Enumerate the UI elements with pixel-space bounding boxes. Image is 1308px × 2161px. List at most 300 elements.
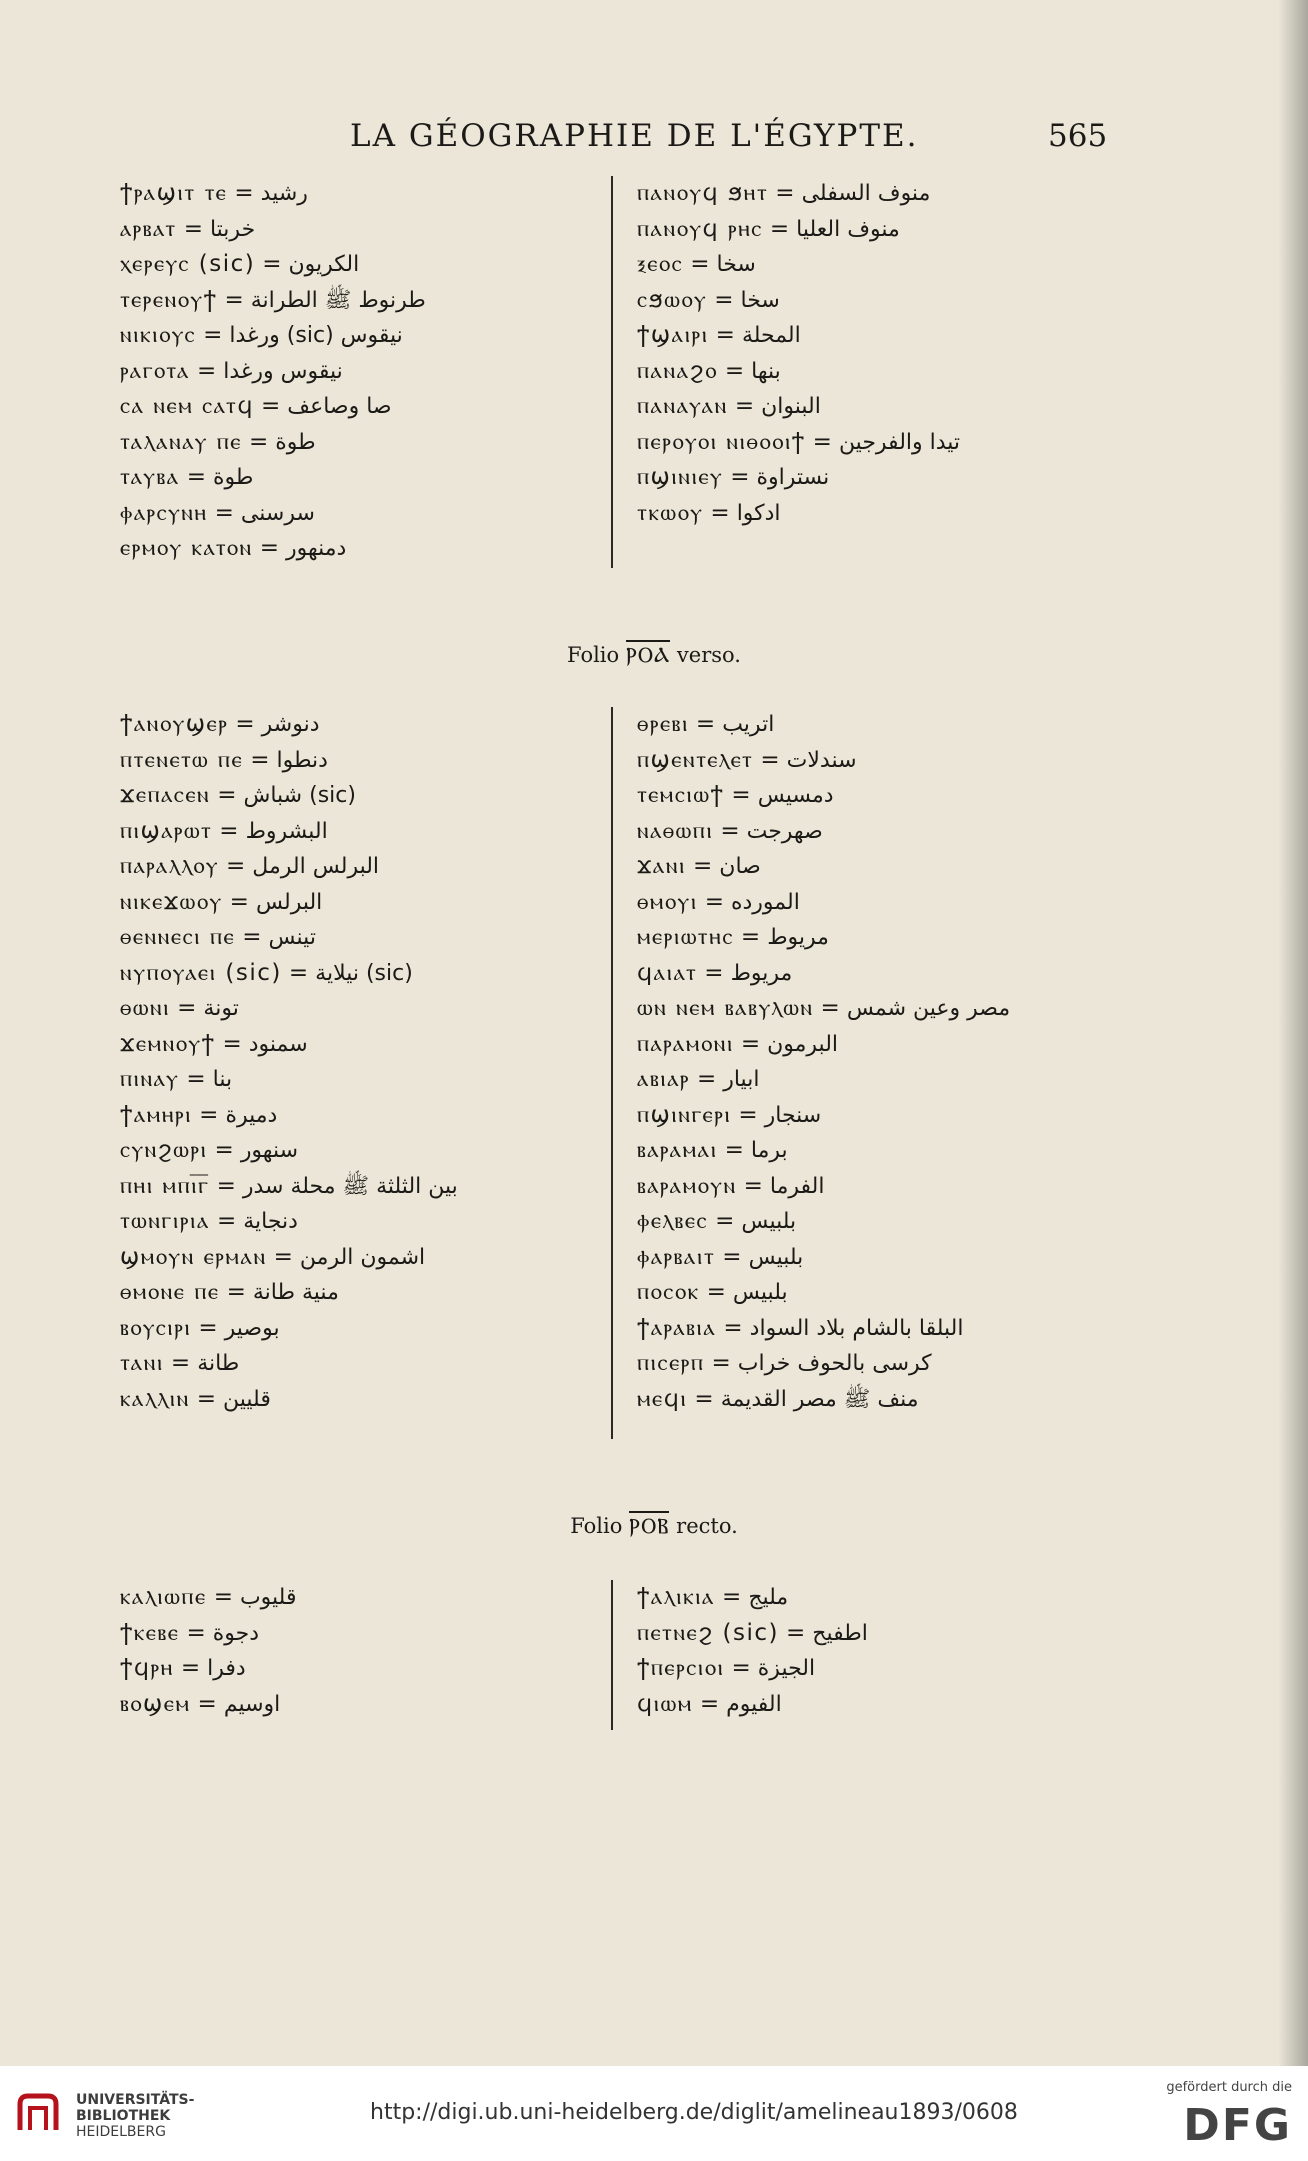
equals-sign: = xyxy=(722,1584,742,1610)
arabic-term: اشمون الرمن xyxy=(299,1244,426,1270)
folio-signature: ⲢⲞⲀ xyxy=(626,640,670,667)
equals-sign: = xyxy=(704,959,724,986)
equals-sign: = xyxy=(704,888,724,915)
coptic-term: ⲡⲏⲓ ⲙⲡⲓ̅ⲅ̅ xyxy=(120,1172,210,1199)
glossary-entry xyxy=(120,283,600,319)
equals-sign: = xyxy=(724,357,745,384)
coptic-term: ϯⲁⲗⲓⲕⲓⲁ xyxy=(637,1584,716,1610)
folio-suffix: verso. xyxy=(676,643,741,667)
coptic-term: ⲛⲓⲕⲉϫⲱⲟⲩ xyxy=(120,888,223,915)
library-line-3: HEIDELBERG xyxy=(76,2124,166,2140)
glossary-entry xyxy=(120,318,600,354)
glossary-entry xyxy=(637,176,1117,212)
arabic-term: صا وصاعف xyxy=(287,394,392,419)
glossary-entry xyxy=(637,212,1117,248)
arabic-term: دنجاية xyxy=(243,1209,298,1234)
column-divider xyxy=(611,1580,613,1730)
equals-sign: = xyxy=(743,1172,763,1199)
equals-sign: = xyxy=(723,1314,743,1341)
glossary-entry xyxy=(120,991,600,1027)
coptic-term: ⲧⲁⲛⲓ xyxy=(120,1350,164,1376)
arabic-term: سمنود xyxy=(248,1031,308,1057)
arabic-term: منية طانة xyxy=(252,1280,339,1305)
glossary-entry xyxy=(637,1651,1117,1687)
glossary-entry xyxy=(637,707,1117,743)
arabic-term: المحلة xyxy=(741,323,801,348)
glossary-entry xyxy=(637,247,1117,283)
arabic-term: طوة xyxy=(212,465,254,490)
page-header xyxy=(0,118,1308,158)
coptic-term: ⲭⲉⲣⲉⲩⲥ (sic) xyxy=(120,251,256,277)
arabic-term: الكريون xyxy=(288,252,360,277)
equals-sign: = xyxy=(216,1172,236,1199)
coptic-term: ⲥⲩⲛϩⲱⲣⲓ xyxy=(120,1137,208,1163)
arabic-term: البرمون xyxy=(767,1031,839,1057)
coptic-term: ⲃⲁⲣⲁⲙⲟⲩⲛ xyxy=(637,1172,737,1199)
equals-sign: = xyxy=(724,1137,744,1163)
folio-prefix: Folio xyxy=(570,1514,623,1538)
arabic-term: سندلات xyxy=(786,747,857,773)
coptic-term: ⲃⲟϣⲉⲙ xyxy=(120,1690,191,1717)
equals-sign: = xyxy=(730,464,750,490)
equals-sign: = xyxy=(180,1655,201,1681)
equals-sign: = xyxy=(186,1066,206,1092)
equals-sign: = xyxy=(740,1030,761,1057)
equals-sign: = xyxy=(699,1690,720,1717)
equals-sign: = xyxy=(820,995,840,1021)
arabic-term: (sic) شباش xyxy=(243,783,356,808)
equals-sign: = xyxy=(760,746,780,773)
coptic-term: ⲡⲁⲣⲁⲗⲗⲟⲩ xyxy=(120,853,220,879)
glossary-entry xyxy=(120,247,600,283)
glossary-entry xyxy=(637,283,1117,319)
coptic-term: ⲡⲧⲉⲛⲉⲧⲱ ⲡⲉ xyxy=(120,746,244,773)
coptic-term: ⲥϧⲱⲟⲩ xyxy=(637,286,708,313)
equals-sign: = xyxy=(720,817,740,844)
arabic-term: الفرما xyxy=(769,1173,825,1199)
equals-sign: = xyxy=(734,393,755,419)
coptic-term: ⲕⲁⲗⲗⲓⲛ xyxy=(120,1385,190,1412)
right-column xyxy=(637,1580,1117,1722)
coptic-term: ⲡϣⲓⲛⲅⲉⲣⲓ xyxy=(637,1101,732,1128)
arabic-term: خربتا xyxy=(209,216,256,242)
equals-sign: = xyxy=(186,1619,206,1646)
glossary-entry xyxy=(120,1133,600,1169)
arabic-term: تيدا والفرجين xyxy=(838,429,961,455)
coptic-term: ⲁⲃⲓⲁⲣ xyxy=(637,1066,690,1092)
library-line-2: BIBLIOTHEK xyxy=(76,2108,171,2124)
coptic-term: ϯⲁⲛⲟⲩϣⲉⲣ xyxy=(120,711,229,737)
coptic-term: ⲥⲁ ⲛⲉⲙ ⲥⲁⲧϥ xyxy=(120,393,255,419)
coptic-term: ⲡⲁⲛⲁⲩⲁⲛ xyxy=(637,393,728,419)
arabic-term: اوسيم xyxy=(223,1691,281,1717)
arabic-term: البلقا بالشام بلاد السواد xyxy=(749,1315,964,1341)
equals-sign: = xyxy=(710,499,730,526)
folio-heading-verso xyxy=(0,643,1308,668)
glossary-entry xyxy=(120,1346,600,1382)
left-column xyxy=(120,1580,600,1722)
equals-sign: = xyxy=(785,1619,806,1646)
arabic-term: دجوة xyxy=(212,1620,260,1646)
glossary-entry xyxy=(637,778,1117,814)
glossary-entry xyxy=(120,1382,600,1418)
glossary-entry xyxy=(637,1240,1117,1276)
coptic-term: ⲑⲙⲟⲩⲓ xyxy=(637,888,698,915)
glossary-entry xyxy=(120,1580,600,1616)
equals-sign: = xyxy=(183,215,203,242)
glossary-entry xyxy=(637,1580,1117,1616)
glossary-entry xyxy=(637,920,1117,956)
coptic-term: ⲡⲉⲧⲛⲉϩ (sic) xyxy=(637,1619,779,1646)
glossary-entry xyxy=(637,814,1117,850)
dfg-logo: DFG xyxy=(1183,2100,1292,2151)
glossary-entry xyxy=(120,1616,600,1652)
arabic-term: منوف السفلى xyxy=(801,181,931,206)
equals-sign: = xyxy=(235,711,255,737)
arabic-term: البشروط xyxy=(245,818,328,844)
coptic-term: ⲉⲣⲙⲟⲩ ⲕⲁⲧⲟⲛ xyxy=(120,535,253,561)
equals-sign: = xyxy=(214,499,234,526)
folio-suffix: recto. xyxy=(676,1514,738,1538)
coptic-term: ⲣⲁⲅⲟⲧⲁ xyxy=(120,357,190,384)
glossary-entry xyxy=(637,1027,1117,1063)
coptic-term: ⲙⲉⲣⲓⲱⲧⲏⲥ xyxy=(637,924,734,950)
glossary-entry xyxy=(120,1169,600,1205)
glossary-entry xyxy=(120,425,600,461)
glossary-entry xyxy=(637,354,1117,390)
glossary-entry xyxy=(120,1027,600,1063)
glossary-entry xyxy=(637,318,1117,354)
coptic-term: ⲧⲁⲗⲁⲛⲁⲩ ⲡⲉ xyxy=(120,428,242,455)
coptic-term: ⲡϣⲓⲛⲓⲉⲩ xyxy=(637,464,724,490)
glossary-entry xyxy=(120,531,600,567)
arabic-term: طوة xyxy=(275,429,316,455)
equals-sign: = xyxy=(259,535,279,561)
equals-sign: = xyxy=(262,251,282,277)
coptic-term: ⲙⲉϥⲓ xyxy=(637,1385,688,1412)
glossary-entry xyxy=(637,425,1117,461)
library-line-1: UNIVERSITÄTS- xyxy=(76,2092,195,2108)
coptic-term: ⲡⲁⲛⲟⲩϥ ⲣⲏⲥ xyxy=(637,215,763,242)
arabic-term: مصر وعين شمس xyxy=(846,996,1011,1021)
arabic-term: البرلس الرمل xyxy=(252,854,380,879)
coptic-term: ⲱⲛ ⲛⲉⲙ ⲃⲁⲃⲩⲗⲱⲛ xyxy=(637,995,814,1021)
coptic-term: ϯⲁⲙⲏⲣⲓ xyxy=(120,1101,193,1128)
arabic-term: ابيار xyxy=(723,1067,760,1092)
coptic-term: ⲡⲓⲛⲁⲩ xyxy=(120,1066,180,1092)
glossary-entry xyxy=(637,1616,1117,1652)
arabic-term: طرنوط ﷺ الطرانة xyxy=(250,287,426,313)
coptic-term: ϯⲁⲣⲁⲃⲓⲁ xyxy=(637,1314,717,1341)
arabic-term: طانة xyxy=(197,1351,240,1376)
coptic-term: ⲧⲱⲛⲅⲓⲣⲓⲁ xyxy=(120,1208,210,1234)
equals-sign: = xyxy=(250,746,270,773)
equals-sign: = xyxy=(214,1137,234,1163)
coptic-term: ϫⲁⲛⲓ xyxy=(637,853,686,879)
arabic-term: تونة xyxy=(203,996,239,1021)
right-column xyxy=(637,707,1117,1417)
coptic-term: ϫⲉⲡⲁⲥⲉⲛ xyxy=(120,782,211,808)
folio-heading-recto xyxy=(0,1514,1308,1539)
equals-sign: = xyxy=(715,322,735,348)
glossary-entry xyxy=(120,1062,600,1098)
arabic-term: دمسيس xyxy=(757,783,834,808)
funder-caption: gefördert durch die xyxy=(1166,2080,1292,2095)
column-divider xyxy=(611,176,613,568)
glossary-entry xyxy=(637,1062,1117,1098)
equals-sign: = xyxy=(694,1385,714,1412)
arabic-term: دنوشر xyxy=(261,712,320,737)
arabic-term: سخا xyxy=(740,287,780,313)
arabic-term: بلبيس xyxy=(741,1209,797,1234)
equals-sign: = xyxy=(715,1208,735,1234)
coptic-term: ⲧⲉⲙⲥⲓⲱϯ xyxy=(637,782,725,808)
coptic-term: ⲑⲣⲉⲃⲓ xyxy=(637,711,689,737)
arabic-term: (sic) نيلاية xyxy=(315,960,413,986)
arabic-term: بنا xyxy=(212,1067,233,1092)
equals-sign: = xyxy=(203,322,223,348)
arabic-term: دمنهور xyxy=(285,536,347,561)
coptic-term: ⲛⲩⲡⲟⲩⲁⲉⲓ (sic) xyxy=(120,959,282,986)
equals-sign: = xyxy=(273,1243,293,1270)
glossary-entry xyxy=(120,849,600,885)
equals-sign: = xyxy=(170,1350,191,1376)
glossary-entry xyxy=(637,1133,1117,1169)
equals-sign: = xyxy=(197,1690,217,1717)
glossary-entry xyxy=(120,1098,600,1134)
coptic-term: ⲡⲉⲣⲟⲩⲟⲓ ⲛⲓⲑⲟⲟⲓϯ xyxy=(637,428,806,455)
equals-sign: = xyxy=(738,1101,758,1128)
coptic-term: ϯϣⲁⲓⲣⲓ xyxy=(637,322,709,348)
glossary-entry xyxy=(637,743,1117,779)
coptic-term: ⲡϣⲉⲛⲧⲉⲗⲉⲧ xyxy=(637,746,754,773)
coptic-term: ϯϥⲣⲏ xyxy=(120,1655,174,1681)
library-name xyxy=(76,2092,194,2140)
coptic-term: ⲫⲁⲣⲥⲩⲛⲏ xyxy=(120,499,208,526)
arabic-term: صان xyxy=(719,854,761,879)
glossary-entry xyxy=(120,1240,600,1276)
equals-sign: = xyxy=(177,995,197,1021)
equals-sign: = xyxy=(213,1584,233,1610)
column-divider xyxy=(611,707,613,1439)
equals-sign: = xyxy=(234,180,254,206)
arabic-term: سنهور xyxy=(240,1138,299,1163)
left-column xyxy=(120,176,600,567)
university-library-logo-icon xyxy=(14,2090,62,2138)
coptic-term: ϥⲓⲱⲙ xyxy=(637,1690,693,1717)
arabic-term: ادكوا xyxy=(736,500,781,526)
glossary-entry xyxy=(637,1169,1117,1205)
equals-sign: = xyxy=(216,1208,237,1234)
arabic-term: البنوان xyxy=(761,394,821,419)
equals-sign: = xyxy=(261,393,281,419)
left-column xyxy=(120,707,600,1417)
coptic-term: ⲁⲣⲃⲁⲧ xyxy=(120,215,177,242)
digitization-footer xyxy=(0,2066,1308,2161)
equals-sign: = xyxy=(226,1279,246,1305)
arabic-term: كرسى بالحوف خراب xyxy=(737,1351,932,1376)
coptic-term: ⲑⲱⲛⲓ xyxy=(120,995,171,1021)
coptic-term: ⲡⲁⲛⲁϩⲟ xyxy=(637,357,718,384)
equals-sign: = xyxy=(731,782,751,808)
arabic-term: بنها xyxy=(751,358,781,384)
glossary-entry xyxy=(120,1687,600,1723)
glossary-entry xyxy=(637,1382,1117,1418)
equals-sign: = xyxy=(217,782,237,808)
folio-prefix: Folio xyxy=(567,643,620,667)
equals-sign: = xyxy=(222,1030,242,1057)
equals-sign: = xyxy=(731,1655,751,1681)
equals-sign: = xyxy=(769,215,790,242)
arabic-term: صهرجت xyxy=(746,818,823,844)
glossary-entry xyxy=(637,496,1117,532)
arabic-term: البرلس xyxy=(255,889,323,915)
arabic-term: بوصير xyxy=(224,1315,280,1341)
running-title: LA GÉOGRAPHIE DE L'ÉGYPTE. xyxy=(350,118,919,154)
arabic-term: بلبيس xyxy=(732,1280,788,1305)
equals-sign: = xyxy=(196,357,217,384)
arabic-term: قليوب xyxy=(239,1585,297,1610)
arabic-term: اطفيح xyxy=(812,1620,868,1646)
arabic-term: اتريب xyxy=(722,712,775,737)
glossary-entry xyxy=(120,389,600,425)
arabic-term: بلبيس xyxy=(748,1244,804,1270)
equals-sign: = xyxy=(695,711,716,737)
coptic-term: ⲧⲕⲱⲟⲩ xyxy=(637,499,704,526)
equals-sign: = xyxy=(740,924,761,950)
arabic-term: المورده xyxy=(730,889,800,915)
coptic-term: ⲃⲟⲩⲥⲓⲣⲓ xyxy=(120,1314,192,1341)
arabic-term: دفرا xyxy=(207,1656,246,1681)
equals-sign: = xyxy=(775,180,795,206)
glossary-entry xyxy=(120,920,600,956)
coptic-term: ⲑⲙⲟⲛⲉ ⲡⲉ xyxy=(120,1279,220,1305)
coptic-term: ϯⲕⲉⲃⲉ xyxy=(120,1619,180,1646)
glossary-entry xyxy=(637,389,1117,425)
glossary-entry xyxy=(637,460,1117,496)
coptic-term: ⲫⲉⲗⲃⲉⲥ xyxy=(637,1208,709,1234)
coptic-term: ⲡⲓϣⲁⲣⲱⲧ xyxy=(120,817,213,844)
arabic-term: دنطوا xyxy=(276,747,328,773)
equals-sign: = xyxy=(186,464,206,490)
arabic-term: منف ﷺ مصر القديمة xyxy=(720,1386,919,1412)
arabic-term: سنجار xyxy=(764,1102,822,1128)
glossary-entry xyxy=(637,1275,1117,1311)
arabic-term: سرسنى xyxy=(240,500,315,526)
glossary-entry xyxy=(637,1098,1117,1134)
equals-sign: = xyxy=(722,1243,742,1270)
glossary-entry xyxy=(120,814,600,850)
glossary-entry xyxy=(120,885,600,921)
equals-sign: = xyxy=(242,924,262,950)
arabic-term: الجيزة xyxy=(757,1656,816,1681)
coptic-term: ⲡⲟⲥⲟⲕ xyxy=(637,1279,700,1305)
arabic-term: مريوط xyxy=(767,925,829,950)
glossary-entry xyxy=(120,1311,600,1347)
arabic-term: نيقوس (sic) ورغدا xyxy=(229,323,403,348)
glossary-entry xyxy=(120,1651,600,1687)
equals-sign: = xyxy=(199,1101,219,1128)
page-edge xyxy=(1278,0,1308,2066)
glossary-entry xyxy=(637,1204,1117,1240)
coptic-term: ⲡⲓⲥⲉⲣⲡ xyxy=(637,1350,705,1376)
glossary-entry xyxy=(120,743,600,779)
glossary-entry xyxy=(120,1275,600,1311)
arabic-term: بين الثلثة ﷺ محلة سدر xyxy=(242,1173,458,1199)
coptic-term: ϥⲁⲓⲁⲧ xyxy=(637,959,698,986)
equals-sign: = xyxy=(248,428,269,455)
glossary-entry xyxy=(120,707,600,743)
right-column xyxy=(637,176,1117,531)
coptic-term: ϣⲙⲟⲩⲛ ⲉⲣⲙⲁⲛ xyxy=(120,1243,267,1270)
arabic-term: دميرة xyxy=(225,1102,278,1128)
glossary-entry xyxy=(120,212,600,248)
glossary-entry xyxy=(637,885,1117,921)
glossary-entry xyxy=(120,956,600,992)
equals-sign: = xyxy=(706,1279,726,1305)
arabic-term: نستراوة xyxy=(756,465,830,490)
coptic-term: ⲛⲓⲕⲓⲟⲩⲥ xyxy=(120,322,197,348)
coptic-term: ⲕⲁⲗⲓⲱⲡⲉ xyxy=(120,1584,207,1610)
coptic-term: ⲡⲁⲛⲟⲩϥ ϧⲏⲧ xyxy=(637,180,769,206)
glossary-entry xyxy=(120,1204,600,1240)
page-number: 565 xyxy=(1048,118,1108,154)
arabic-term: رشيد xyxy=(260,181,308,206)
glossary-entry xyxy=(120,176,600,212)
coptic-term: ⲡⲁⲣⲁⲙⲟⲛⲓ xyxy=(637,1030,734,1057)
glossary-entry xyxy=(637,956,1117,992)
coptic-term: ϫⲉⲙⲛⲟⲩϯ xyxy=(120,1030,216,1057)
arabic-term: سخا xyxy=(716,252,756,277)
equals-sign: = xyxy=(693,853,713,879)
glossary-entry xyxy=(120,460,600,496)
coptic-term: ϯⲡⲉⲣⲥⲓⲟⲓ xyxy=(637,1655,725,1681)
arabic-term: تينس xyxy=(268,925,316,950)
arabic-term: نيقوس ورغدا xyxy=(223,358,343,384)
folio-signature: ⲢⲞⲂ xyxy=(629,1511,669,1538)
coptic-term: ⲛⲁⲑⲱⲡⲓ xyxy=(637,817,714,844)
equals-sign: = xyxy=(198,1314,218,1341)
glossary-entry xyxy=(637,1346,1117,1382)
equals-sign: = xyxy=(229,888,249,915)
glossary-entry xyxy=(637,1311,1117,1347)
arabic-term: الفيوم xyxy=(726,1691,782,1717)
glossary-entry xyxy=(637,991,1117,1027)
coptic-term: ⲧⲉⲣⲉⲛⲟⲩϯ xyxy=(120,286,218,313)
coptic-term: ⲝⲉⲟⲥ xyxy=(637,251,684,277)
equals-sign: = xyxy=(812,428,832,455)
equals-sign: = xyxy=(288,959,309,986)
coptic-term: ⲫⲁⲣⲃⲁⲓⲧ xyxy=(637,1243,716,1270)
coptic-term: ⲃⲁⲣⲁⲙⲁⲓ xyxy=(637,1137,718,1163)
permalink-url[interactable]: http://digi.ub.uni-heidelberg.de/diglit/amelineau1893/0608 xyxy=(370,2100,1018,2125)
arabic-term: قليين xyxy=(223,1386,271,1412)
arabic-term: برما xyxy=(750,1138,788,1163)
equals-sign: = xyxy=(224,286,244,313)
glossary-entry xyxy=(120,354,600,390)
equals-sign: = xyxy=(219,817,239,844)
glossary-entry xyxy=(637,849,1117,885)
arabic-term: مليج xyxy=(748,1585,789,1610)
equals-sign: = xyxy=(196,1385,217,1412)
glossary-entry xyxy=(637,1687,1117,1723)
equals-sign: = xyxy=(226,853,246,879)
glossary-entry xyxy=(120,778,600,814)
glossary-entry xyxy=(120,496,600,532)
equals-sign: = xyxy=(711,1350,731,1376)
arabic-term: مريوط xyxy=(730,960,793,986)
coptic-term: ⲧⲁⲩⲃⲁ xyxy=(120,464,180,490)
